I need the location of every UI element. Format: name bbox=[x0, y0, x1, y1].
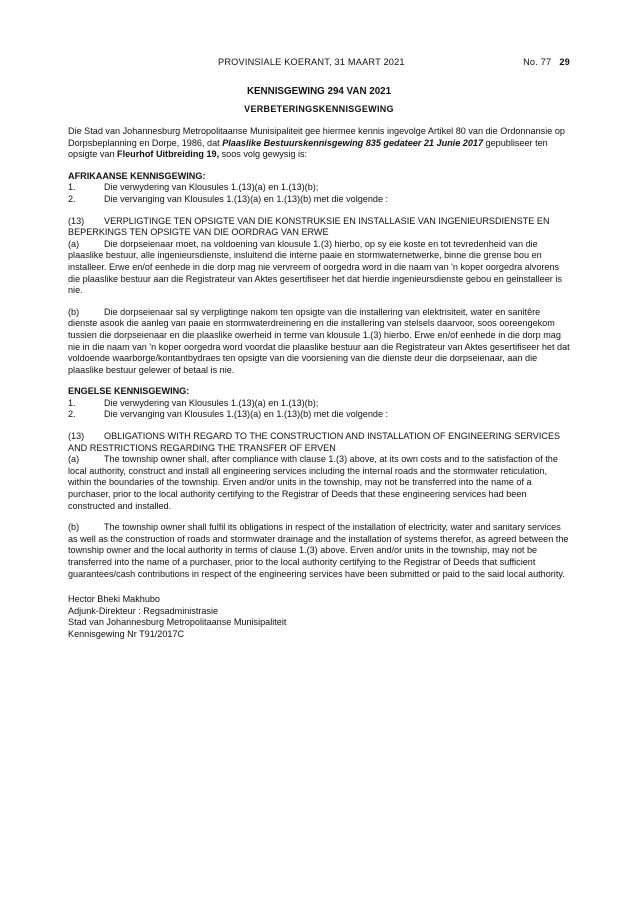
sub-clause-text: The township owner shall fulfil its obligations in respect of the installation of electricity, water and sanitary services as well as the construction of roads and stormwater drainage and the installation of systems therefor, as agreed between the township owner and the local authority in terms of clause 1.(3) above. Erven and/or units in the township, may not be transferred into the name of a purchaser, prior to the local authority certifying to the Registrar of Deeds that sufficient guarantees/cash contributions in respect of the engineering services have been submitted or paid to the said local authority. bbox=[68, 522, 569, 579]
item-number: 1. bbox=[68, 397, 76, 408]
item-text: Die vervanging van Klousules 1.(13)(a) en 1.(13)(b) met die volgende : bbox=[104, 409, 389, 420]
english-clause-b bbox=[68, 522, 570, 580]
sub-clause-number: (a) bbox=[68, 454, 80, 465]
signature-block bbox=[68, 594, 570, 640]
english-item-1 bbox=[68, 398, 570, 410]
spacer bbox=[68, 376, 570, 386]
item-text: Die verwydering van Klousules 1.(13)(a) en 1.(13)(b); bbox=[104, 397, 319, 408]
notice-title: KENNISGEWING 294 VAN 2021 bbox=[246, 86, 392, 97]
notice-reference: Kennisgewing Nr T91/2017C bbox=[68, 628, 185, 639]
english-clause-title bbox=[68, 431, 570, 454]
item-number: 2. bbox=[68, 193, 76, 204]
intro-township: Fleurhof Uitbreiding 19, bbox=[117, 149, 220, 160]
sub-clause-number: (b) bbox=[68, 522, 80, 533]
spacer bbox=[68, 206, 570, 216]
sub-clause-text: Die dorpseienaar sal sy verpligtinge nakom ten opsigte van die installering van elektrisiteit, water en sanitêre dienste asook die aanleg van paaie en stormwaterdreinering en die installering van stelsels daarvoor, soos ooreengekom tussien die dorpseienaar en die plaaslike owerheid in terme van klousule 1.(3) hierbo. Erwe en/of eenhede in die dorp mag nie in die naam van 'n koper oorgedra word voordat die plaaslike bestuur aan die Registrateur van Aktes gesertifiseer het dat voldoende waarborge/kontantbydraes ten opsigte van die voorsiening van die dienste deur die dorpseienaar, aan die plaaslike bestuur gelewer of betaal is nie. bbox=[68, 306, 570, 375]
publication-title: PROVINSIALE KOERANT, 31 MAART 2021 bbox=[218, 57, 405, 67]
page-number: 29 bbox=[559, 57, 570, 67]
clause-title-text: VERPLIGTINGE TEN OPSIGTE VAN DIE KONSTRUKSIE EN INSTALLASIE VAN INGENIEURSDIENSTE EN BEPERKINGS TEN OPSIGTE VAN DIE OORDRAG VAN ERWE bbox=[68, 215, 550, 238]
notice-subtitle: VERBETERINGSKENNISGEWING bbox=[244, 104, 394, 114]
sub-clause-number: (b) bbox=[68, 306, 80, 317]
afrikaans-item-1 bbox=[68, 182, 570, 194]
spacer bbox=[68, 512, 570, 522]
afrikaans-heading: AFRIKAANSE KENNISGEWING: bbox=[68, 170, 206, 181]
item-text: Die verwydering van Klousules 1.(13)(a) en 1.(13)(b); bbox=[104, 182, 319, 193]
intro-paragraph bbox=[68, 126, 570, 161]
intro-text-3: soos volg gewysig is: bbox=[219, 149, 308, 160]
sub-clause-text: Die dorpseienaar moet, na voldoening van klousule 1.(3) hierbo, op sy eie koste en tot tevredenheid van die plaaslike bestuur, alle ingenieursdienste, insluitend die interne paaie en stormwaternetwerke, binne die grense bou en installeer. Erwe en/of eenhede in die dorp mag nie vervreem of oorgedra word in die naam van 'n koper oorgedra alvorens die plaaslike bestuur aan die Registrateur van Aktes gesertifiseer het dat hierdie ingenieursdienste gebou en geinstalleer is nie. bbox=[68, 238, 562, 296]
signatory-name: Hector Bheki Makhubo bbox=[68, 594, 160, 605]
clause-title-text: OBLIGATIONS WITH REGARD TO THE CONSTRUCTION AND INSTALLATION OF ENGINEERING SERVICES AND RESTRICTIONS REGARDING THE TRANSFER OF ERVEN bbox=[68, 431, 561, 453]
signatory-role: Adjunk-Direkteur : Regsadministrasie bbox=[68, 605, 219, 616]
sub-clause-text: The township owner shall, after compliance with clause 1.(3) above, at its own costs and to the satisfaction of the local authority, construct and install all engineering services including the internal roads and the stormwater reticulation, within the boundaries of the township. Erven and/or units in the township, may not be transferred into the name of a purchaser, prior to the local authority certifying to the Registrar of Deeds that these engineering services had been constructed and installed. bbox=[68, 454, 558, 511]
issue-number: No. 77 bbox=[523, 57, 552, 67]
intro-text-1: Die Stad van Johannesburg Metropolitaanse Munisipaliteit gee hiermee kennis ingevolge Artikel 80 van die Ordonnansie op Dorpsbeplanning en Dorpe, 1986, dat bbox=[68, 126, 565, 148]
spacer bbox=[68, 297, 570, 307]
notice-body bbox=[68, 126, 570, 641]
afrikaans-clause-b bbox=[68, 307, 570, 377]
afrikaans-item-2 bbox=[68, 194, 570, 206]
spacer bbox=[68, 421, 570, 431]
spacer bbox=[68, 161, 570, 171]
intro-text-2: gepubliseer ten opsigte van bbox=[68, 137, 548, 160]
issue-and-page bbox=[523, 57, 570, 67]
afrikaans-clause-title bbox=[68, 216, 570, 239]
clause-number: (13) bbox=[68, 431, 85, 442]
english-heading: ENGELSE KENNISGEWING: bbox=[68, 386, 190, 397]
english-clause-a bbox=[68, 454, 570, 512]
item-text: Die vervanging van Klousules 1.(13)(a) en 1.(13)(b) met die volgende : bbox=[104, 193, 389, 204]
sub-clause-number: (a) bbox=[68, 238, 80, 249]
item-number: 1. bbox=[68, 182, 76, 193]
signatory-organisation: Stad van Johannesburg Metropolitaanse Munisipaliteit bbox=[68, 617, 287, 628]
page-header bbox=[68, 57, 570, 71]
item-number: 2. bbox=[68, 409, 76, 420]
afrikaans-clause-a bbox=[68, 239, 570, 297]
clause-number: (13) bbox=[68, 215, 85, 226]
intro-reference: Plaaslike Bestuurskennisgewing 835 gedateer 21 Junie 2017 bbox=[222, 137, 484, 148]
english-item-2 bbox=[68, 409, 570, 421]
